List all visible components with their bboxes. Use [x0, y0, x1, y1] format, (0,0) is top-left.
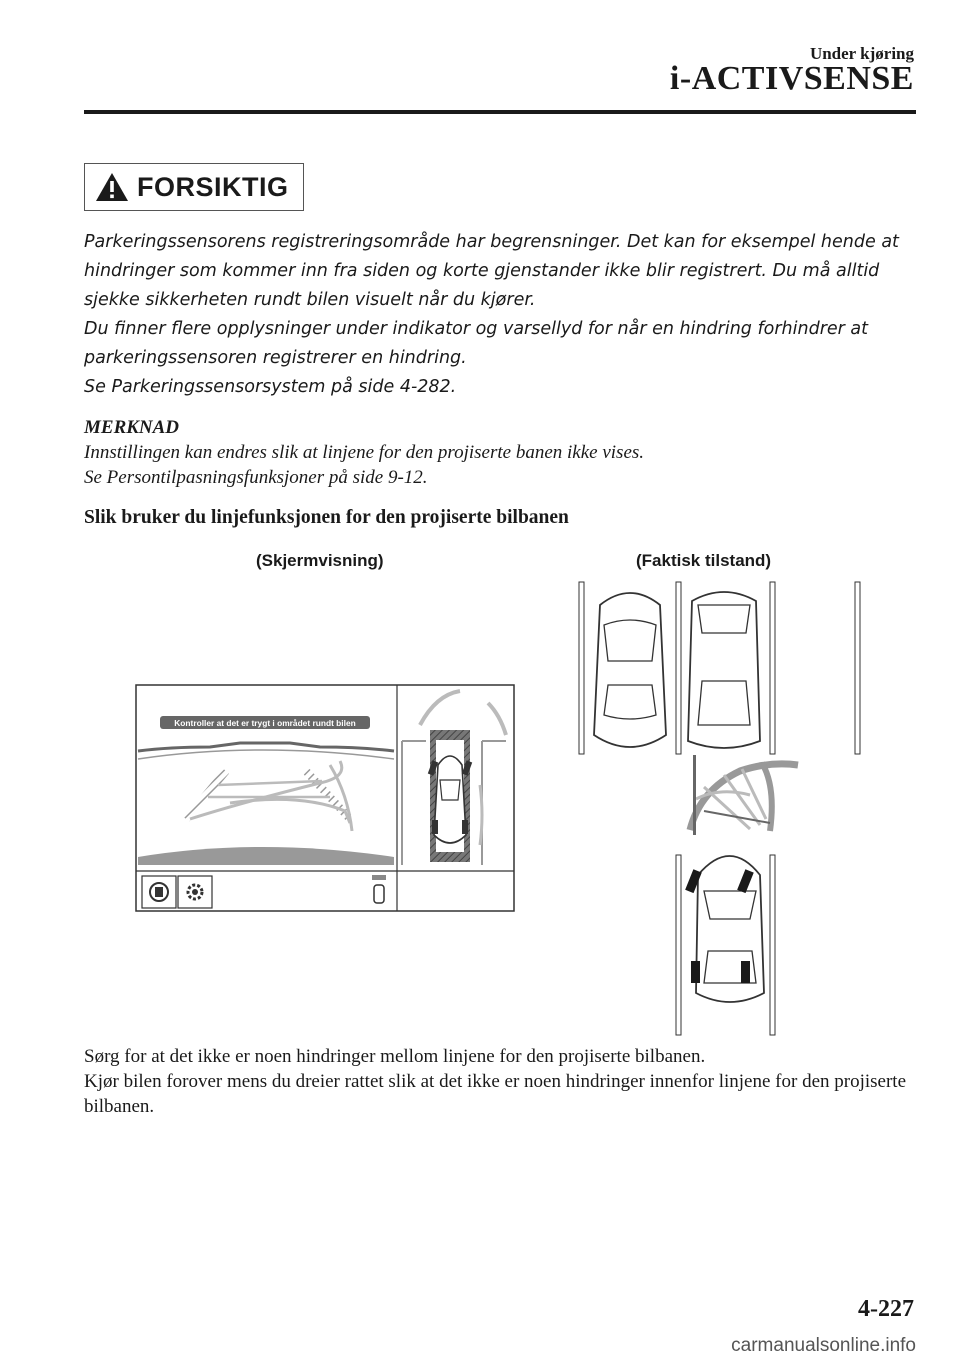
- warning-triangle-icon: [95, 172, 129, 202]
- note-line: Innstillingen kan endres slik at linjene for den projiserte banen ikke vises.: [84, 442, 645, 463]
- body-paragraph: Kjør bilen forover mens du dreier rattet slik at det ikke er noen hindringer innenfor linjene for den projiserte bilbanen.: [84, 1071, 907, 1117]
- page-number: 4-227: [858, 1296, 914, 1322]
- screen-display: [136, 685, 514, 911]
- section-heading: Slik bruker du linjefunksjonen for den projiserte bilbanen: [84, 507, 569, 528]
- header-section-name: Under kjøring: [809, 44, 914, 63]
- caution-label: FORSIKTIG: [137, 171, 289, 202]
- note-line: Se Persontilpasningsfunksjoner på side 9-12.: [84, 467, 428, 488]
- body-text: [84, 1044, 914, 1119]
- caution-text: [84, 228, 904, 402]
- projected-path-figure: [130, 551, 870, 1045]
- actual-state-illustration: [579, 582, 860, 1035]
- note-heading: MERKNAD: [84, 417, 180, 438]
- note-block: [84, 415, 904, 490]
- watermark: carmanualsonline.info: [731, 1335, 916, 1356]
- figure-illustration: [130, 575, 870, 1045]
- caution-box: [84, 163, 304, 211]
- body-paragraph: Sørg for at det ikke er noen hindringer mellom linjene for den projiserte bilbanen.: [84, 1046, 706, 1067]
- caution-paragraph: Du finner flere opplysninger under indikator og varsellyd for når en hindring forhindrer at parkeringssensoren registrerer en hindring.: [84, 319, 868, 368]
- header-divider: [84, 110, 916, 114]
- page-header-title: i-ACTIVSENSE: [669, 60, 914, 97]
- caution-paragraph: Parkeringssensorens registreringsområde har begrensninger. Det kan for eksempel hende at hindringer som kommer inn fra siden og korte gjenstander ikke blir registrert. Du må alltid sjekke sikkerheten rundt bilen visuelt når du kjører.: [84, 232, 899, 310]
- figure-label-actual: (Faktisk tilstand): [636, 551, 772, 570]
- screen-banner-text: Kontroller at det er trygt i området rundt bilen: [174, 718, 356, 728]
- figure-label-screen: (Skjermvisning): [256, 551, 384, 570]
- caution-paragraph: Se Parkeringssensorsystem på side 4-282.: [84, 377, 457, 397]
